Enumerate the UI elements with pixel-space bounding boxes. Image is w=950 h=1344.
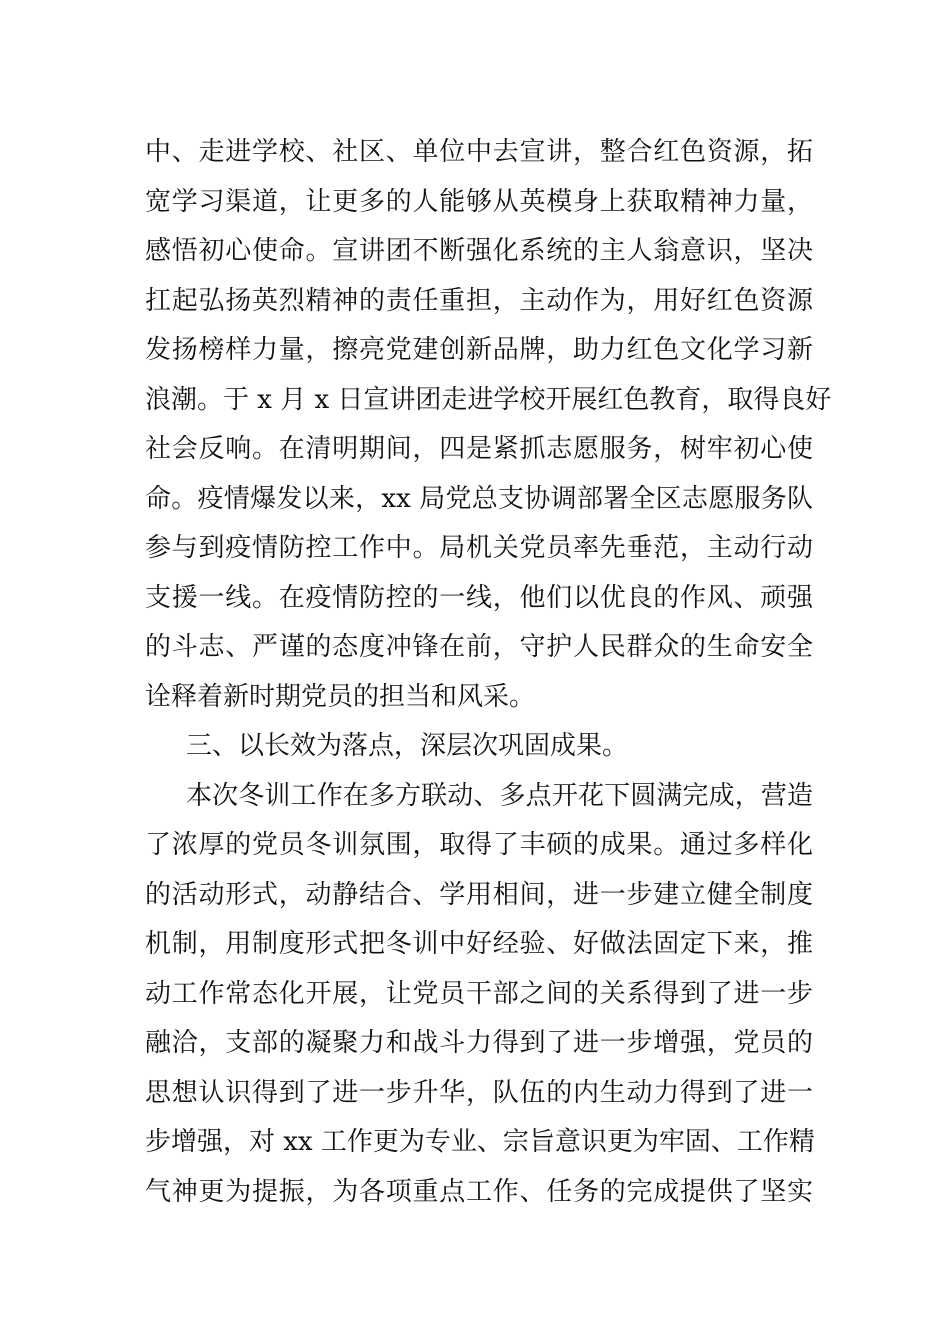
text-line: 的活动形式，动静结合、学用相间，进一步建立健全制度	[145, 880, 813, 910]
text-line: 机制，用制度形式把冬训中好经验、好做法固定下来，推	[145, 929, 813, 959]
text-line: 发扬榜样力量，擦亮党建创新品牌，助力红色文化学习新	[145, 335, 813, 365]
text-line: 命。疫情爆发以来，xx 局党总支协调部署全区志愿服务队	[145, 484, 813, 514]
text-line: 宽学习渠道，让更多的人能够从英模身上获取精神力量，	[145, 187, 813, 217]
text-line: 思想认识得到了进一步升华，队伍的内生动力得到了进一	[145, 1078, 813, 1108]
section-heading: 三、以长效为落点，深层次巩固成果。	[186, 731, 629, 761]
text-line: 支援一线。在疫情防控的一线，他们以优良的作风、顽强	[145, 583, 813, 613]
text-line: 诠释着新时期党员的担当和风采。	[145, 682, 536, 712]
text-line: 本次冬训工作在多方联动、多点开花下圆满完成，营造	[186, 781, 813, 811]
text-line: 中、走进学校、社区、单位中去宣讲，整合红色资源，拓	[145, 137, 813, 167]
text-line: 社会反响。在清明期间，四是紧抓志愿服务，树牢初心使	[145, 434, 813, 464]
text-line: 了浓厚的党员冬训氛围，取得了丰硕的成果。通过多样化	[145, 830, 813, 860]
text-line: 参与到疫情防控工作中。局机关党员率先垂范，主动行动	[145, 533, 813, 563]
text-line: 浪潮。于 x 月 x 日宣讲团走进学校开展红色教育，取得良好	[145, 385, 832, 415]
text-line: 步增强，对 xx 工作更为专业、宗旨意识更为牢固、工作精	[145, 1127, 815, 1157]
text-line: 感悟初心使命。宣讲团不断强化系统的主人翁意识，坚决	[145, 236, 813, 266]
text-line: 动工作常态化开展，让党员干部之间的关系得到了进一步	[145, 979, 813, 1009]
text-line: 的斗志、严谨的态度冲锋在前，守护人民群众的生命安全	[145, 632, 813, 662]
text-line: 气神更为提振，为各项重点工作、任务的完成提供了坚实	[145, 1177, 813, 1207]
text-line: 扛起弘扬英烈精神的责任重担，主动作为，用好红色资源	[145, 286, 813, 316]
text-line: 融洽，支部的凝聚力和战斗力得到了进一步增强，党员的	[145, 1028, 813, 1058]
